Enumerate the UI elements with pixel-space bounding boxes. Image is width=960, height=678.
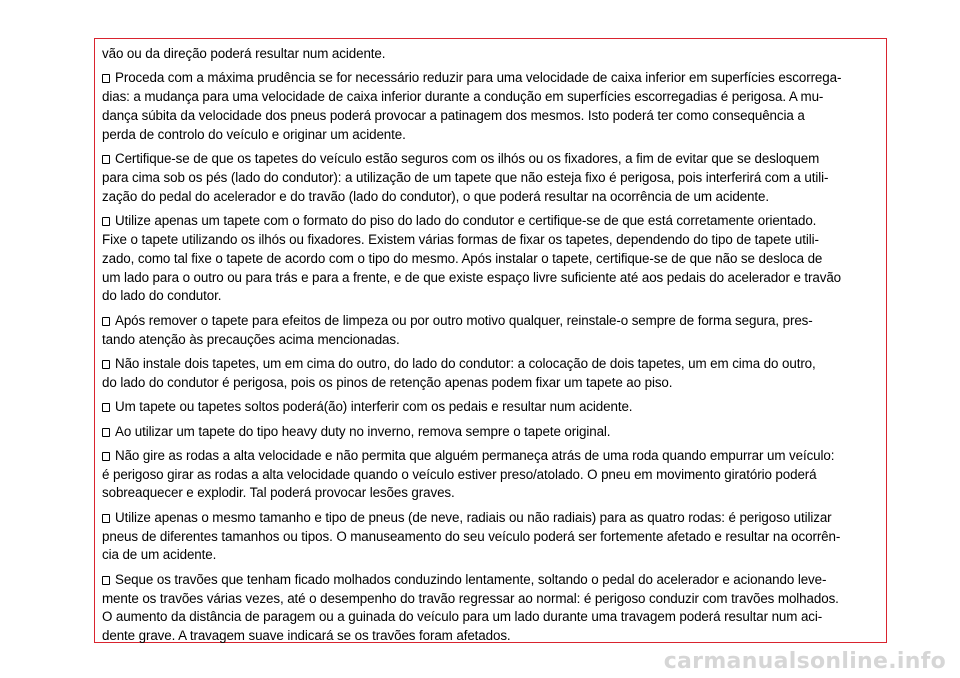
line-text: Seque os travões que tenham ficado molhados conduzindo lentamente, soltando o pedal do acelerador e acionando leve- xyxy=(115,571,827,587)
line-text: Utilize apenas um tapete com o formato do piso do lado do condutor e certifique-se de que está corretamente orientado. xyxy=(115,213,817,229)
checkbox-square-icon xyxy=(102,217,110,226)
line-text: sobreaquecer e explodir. Tal poderá provocar lesões graves. xyxy=(102,485,455,501)
line-text: dança súbita da velocidade dos pneus poderá provocar a patinagem dos mesmos. Isto poderá ter como consequência a xyxy=(102,107,805,123)
paragraph xyxy=(102,212,886,306)
checkbox-square-icon xyxy=(102,576,110,585)
line-text: para cima sob os pés (lado do condutor): a utilização de um tapete que não esteja fixo é perigosa, pois interferirá com a utili- xyxy=(102,169,829,185)
line-text: dente grave. A travagem suave indicará se os travões foram afetados. xyxy=(102,628,511,644)
paragraph xyxy=(102,45,886,64)
paragraph xyxy=(102,150,886,206)
line-text: Não gire as rodas a alta velocidade e não permita que alguém permaneça atrás de uma roda quando empurrar um veículo: xyxy=(115,447,835,463)
line-text: Um tapete ou tapetes soltos poderá(ão) interferir com os pedais e resultar num acidente. xyxy=(115,399,633,415)
line-text: do lado do condutor. xyxy=(102,288,222,304)
text-line xyxy=(102,590,886,609)
text-line xyxy=(102,374,886,393)
paragraph xyxy=(102,312,886,350)
text-line xyxy=(102,45,886,64)
text-line xyxy=(102,528,886,547)
paragraph xyxy=(102,69,886,144)
line-text: Após remover o tapete para efeitos de limpeza ou por outro motivo qualquer, reinstale-o sempre de forma segura, pres- xyxy=(115,312,813,328)
line-text: mente os travões várias vezes, até o desempenho do travão regressar ao normal: é perigoso conduzir com travões molhados. xyxy=(102,590,839,606)
line-text: é perigoso girar as rodas a alta velocidade quando o veículo estiver preso/atolado. O pneu em movimento giratório poderá xyxy=(102,466,817,482)
paragraph xyxy=(102,509,886,565)
text-line xyxy=(102,447,886,466)
text-line xyxy=(102,169,886,188)
text-line xyxy=(102,312,886,331)
text-line xyxy=(102,126,886,145)
text-line xyxy=(102,466,886,485)
text-line xyxy=(102,423,886,442)
paragraph xyxy=(102,355,886,393)
line-text: dias: a mudança para uma velocidade de caixa inferior durante a condução em superfícies escorregadias é perigosa. A mu- xyxy=(102,89,824,105)
checkbox-square-icon xyxy=(102,317,110,326)
line-text: zação do pedal do acelerador e do travão (lado do condutor), o que poderá resultar na ocorrência de um acidente. xyxy=(102,188,769,204)
paragraph xyxy=(102,447,886,503)
text-line xyxy=(102,188,886,207)
text-line xyxy=(102,546,886,565)
line-text: vão ou da direção poderá resultar num acidente. xyxy=(102,46,386,61)
line-text: tando atenção às precauções acima mencionadas. xyxy=(102,331,400,347)
checkbox-square-icon xyxy=(102,360,110,369)
text-line xyxy=(102,88,886,107)
line-text: cia de um acidente. xyxy=(102,547,217,563)
text-line xyxy=(102,627,886,646)
line-text: Certifique-se de que os tapetes do veículo estão seguros com os ilhós ou os fixadores, a fim de evitar que se desloquem xyxy=(115,151,820,167)
line-text: Fixe o tapete utilizando os ilhós ou fixadores. Existem várias formas de fixar os tapetes, dependendo do tipo de tapete utili- xyxy=(102,231,819,247)
text-line xyxy=(102,355,886,374)
line-text: Utilize apenas o mesmo tamanho e tipo de pneus (de neve, radiais ou não radiais) para as quatro rodas: é perigoso utilizar xyxy=(115,509,832,525)
checkbox-square-icon xyxy=(102,452,110,461)
line-text: perda de controlo do veículo e originar um acidente. xyxy=(102,126,406,142)
line-text: zado, como tal fixe o tapete de acordo com o tipo do mesmo. Após instalar o tapete, certifique-se de que não se desloca de xyxy=(102,250,823,266)
line-text: pneus de diferentes tamanhos ou tipos. O manuseamento do seu veículo poderá ser fortemente afetado e resultar na ocorrên- xyxy=(102,528,841,544)
text-line xyxy=(102,212,886,231)
text-line xyxy=(102,269,886,288)
text-line xyxy=(102,398,886,417)
paragraph xyxy=(102,571,886,646)
text-line xyxy=(102,509,886,528)
checkbox-square-icon xyxy=(102,155,110,164)
text-line xyxy=(102,287,886,306)
text-line xyxy=(102,250,886,269)
text-line xyxy=(102,107,886,126)
text-line xyxy=(102,484,886,503)
checkbox-square-icon xyxy=(102,74,110,83)
line-text: do lado do condutor é perigosa, pois os pinos de retenção apenas podem fixar um tapete ao piso. xyxy=(102,374,673,390)
document-body xyxy=(102,45,886,652)
line-text: um lado para o outro ou para trás e para a frente, e de que existe espaço livre suficiente até aos pedais do acelerador e travão xyxy=(102,269,842,285)
checkbox-square-icon xyxy=(102,403,110,412)
checkbox-square-icon xyxy=(102,514,110,523)
text-line xyxy=(102,331,886,350)
paragraph xyxy=(102,398,886,417)
line-text: O aumento da distância de paragem ou a guinada do veículo para um lado durante uma travagem poderá resultar num aci- xyxy=(102,609,823,625)
line-text: Ao utilizar um tapete do tipo heavy duty no inverno, remova sempre o tapete original. xyxy=(115,423,611,439)
paragraph xyxy=(102,423,886,442)
text-line xyxy=(102,608,886,627)
line-text: Não instale dois tapetes, um em cima do outro, do lado do condutor: a colocação de dois tapetes, um em cima do outro, xyxy=(115,355,816,371)
checkbox-square-icon xyxy=(102,428,110,437)
text-line xyxy=(102,69,886,88)
watermark: carmanualsonline.info xyxy=(663,649,946,674)
text-line xyxy=(102,231,886,250)
text-line xyxy=(102,150,886,169)
text-line xyxy=(102,571,886,590)
line-text: Proceda com a máxima prudência se for necessário reduzir para uma velocidade de caixa inferior em superfícies escorrega- xyxy=(115,70,842,86)
